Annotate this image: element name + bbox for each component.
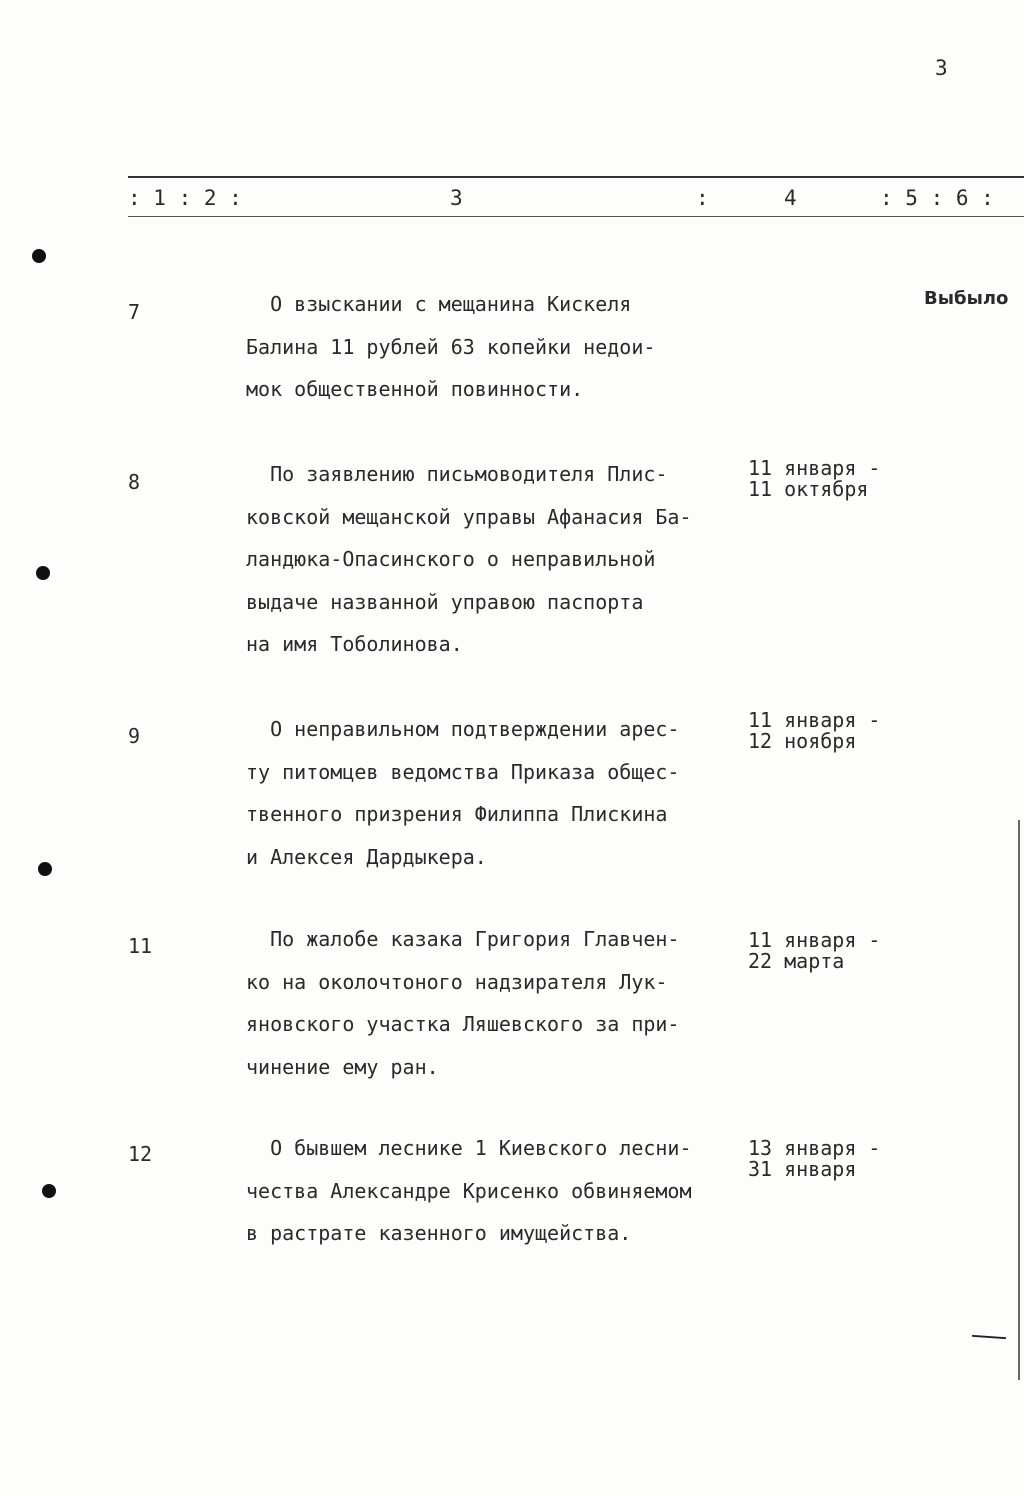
- entry-dates: [748, 1138, 880, 1180]
- entry-date-start: 11 января -: [748, 708, 881, 732]
- entry-date-end: 11 октября: [748, 477, 869, 501]
- entry-description-line: По жалобе казака Григория Главчен-: [246, 927, 680, 951]
- entry-description-line: ландюка-Опасинского о неправильной: [246, 547, 656, 571]
- entry-number: 11: [128, 934, 153, 958]
- entry-description-line: и Алексея Дардыкера.: [246, 844, 487, 869]
- entry-description: [246, 918, 736, 1088]
- entry-dates: [748, 930, 880, 972]
- entry-description-line: чества Александре Крисенко обвиняемом: [246, 1178, 692, 1203]
- entry-number: 7: [128, 300, 141, 324]
- header-col-5-6: : 5 : 6 :: [880, 186, 994, 210]
- entry-dates: [748, 710, 880, 752]
- entry-date-end: 12 ноября: [748, 729, 857, 753]
- entry-description-line: твенного призрения Филиппа Плискина: [246, 802, 668, 826]
- entry-description-line: ту питомцев ведомства Приказа общес-: [246, 759, 680, 784]
- entry-number: 9: [128, 724, 141, 748]
- entry-description-line: в растрате казенного имущейства.: [246, 1221, 632, 1245]
- entry-description-line: ко на околочтоного надзирателя Лук-: [246, 969, 668, 994]
- scan-edge-mark: [972, 1335, 1006, 1339]
- entry-description-line: О неправильном подтверждении арес-: [246, 717, 680, 741]
- entry-description-line: на имя Тоболинова.: [246, 632, 463, 656]
- entry-description: [246, 1127, 736, 1255]
- header-col-4: 4: [784, 186, 797, 210]
- entry-date-start: 11 января -: [748, 456, 881, 480]
- entry-description-line: О взыскании с мещанина Кискеля: [246, 292, 632, 316]
- entry-description-line: выдаче названной управою паспорта: [246, 589, 644, 614]
- entry-description-line: яновского участка Ляшевского за при-: [246, 1012, 680, 1036]
- entry-description: [246, 708, 736, 878]
- entry-dates: [748, 458, 880, 500]
- entry-description-line: чинение ему ран.: [246, 1054, 439, 1079]
- header-col-1-2: : 1 : 2 :: [128, 186, 242, 210]
- header-top-rule: [128, 176, 1024, 178]
- entry-date-start: 11 января -: [748, 928, 881, 952]
- entry-date-end: 31 января: [748, 1157, 857, 1181]
- entry-number: 8: [128, 470, 141, 494]
- entry-date-start: 13 января -: [748, 1136, 881, 1160]
- entry-description-line: По заявлению письмоводителя Плис-: [246, 462, 668, 486]
- page-number: 3: [935, 56, 948, 80]
- punch-hole: [36, 566, 50, 580]
- entry-description-line: Балина 11 рублей 63 копейки недои-: [246, 334, 656, 359]
- header-col-3-separator: :: [696, 186, 709, 210]
- entry-note: Выбыло: [924, 288, 1009, 309]
- punch-hole: [42, 1184, 56, 1198]
- scan-page-edge: [1018, 820, 1020, 1380]
- punch-hole: [32, 249, 46, 263]
- entry-description-line: мок общественной повинности.: [246, 377, 584, 401]
- entry-number: 12: [128, 1142, 153, 1166]
- punch-hole: [38, 862, 52, 876]
- header-bottom-rule: [128, 216, 1024, 217]
- entry-description-line: О бывшем леснике 1 Киевского лесни-: [246, 1136, 692, 1160]
- entry-date-end: 22 марта: [748, 949, 845, 973]
- header-col-3: 3: [450, 186, 463, 210]
- entry-description-line: ковской мещанской управы Афанасия Ба-: [246, 504, 692, 529]
- entry-description: [246, 453, 736, 666]
- entry-description: [246, 283, 736, 411]
